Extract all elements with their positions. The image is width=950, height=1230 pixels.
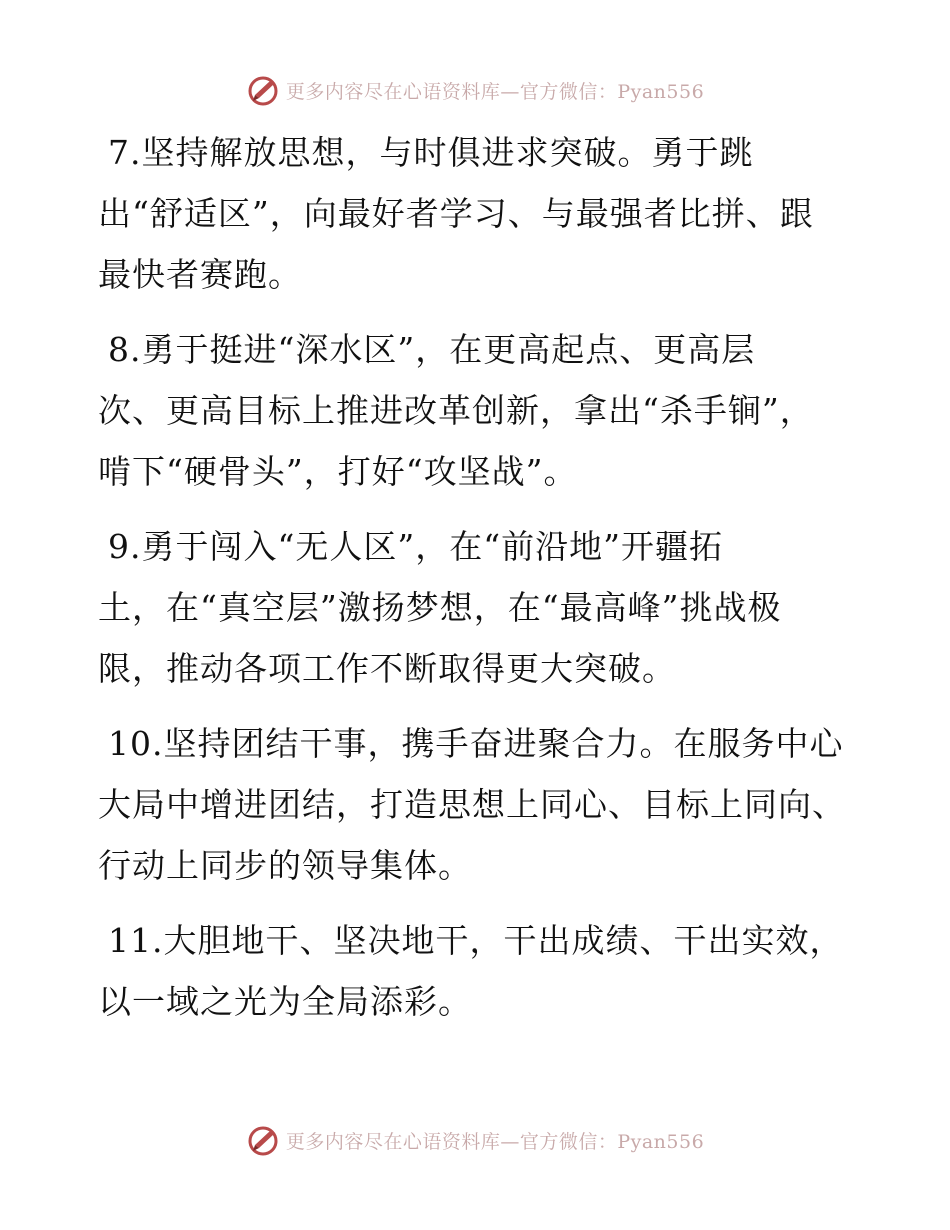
paragraph-10	[98, 713, 858, 896]
paragraph-first-line: 7.坚持解放思想，与时俱进求突破。勇于跳	[108, 133, 754, 172]
pen-logo-icon	[246, 73, 280, 107]
header-watermark	[0, 70, 950, 110]
paragraph-line: 啃下“硬骨头”，打好“攻坚战”。	[98, 452, 578, 491]
paragraph-line: 最快者赛跑。	[98, 255, 302, 294]
paragraph-11	[98, 910, 858, 1032]
paragraph-line: 限，推动各项工作不断取得更大突破。	[98, 649, 676, 688]
paragraph-line: 土，在“真空层”激扬梦想，在“最高峰”挑战极	[98, 588, 782, 627]
paragraph-9	[98, 516, 858, 699]
paragraph-8	[98, 319, 858, 502]
paragraph-line: 出“舒适区”，向最好者学习、与最强者比拼、跟	[98, 194, 814, 233]
paragraph-first-line: 11.大胆地干、坚决地干，干出成绩、干出实效，	[108, 921, 844, 960]
paragraph-line: 以一域之光为全局添彩。	[98, 982, 472, 1021]
paragraph-line: 大局中增进团结，打造思想上同心、目标上同向、	[98, 785, 846, 824]
watermark-text: 更多内容尽在心语资料库—官方微信：Pyan556	[285, 80, 705, 103]
paragraph-7	[98, 122, 858, 305]
paragraph-first-line: 9.勇于闯入“无人区”，在“前沿地”开疆拓	[108, 527, 723, 566]
paragraph-line: 行动上同步的领导集体。	[98, 846, 472, 885]
paragraph-first-line: 8.勇于挺进“深水区”，在更高起点、更高层	[108, 330, 756, 369]
footer-watermark	[0, 1120, 950, 1160]
pen-logo-icon	[246, 1123, 280, 1157]
watermark-text: 更多内容尽在心语资料库—官方微信：Pyan556	[285, 1130, 705, 1153]
paragraph-first-line: 10.坚持团结干事，携手奋进聚合力。在服务中心	[108, 724, 844, 763]
document-body	[98, 122, 858, 1046]
paragraph-line: 次、更高目标上推进改革创新，拿出“杀手锏”，	[98, 391, 814, 430]
